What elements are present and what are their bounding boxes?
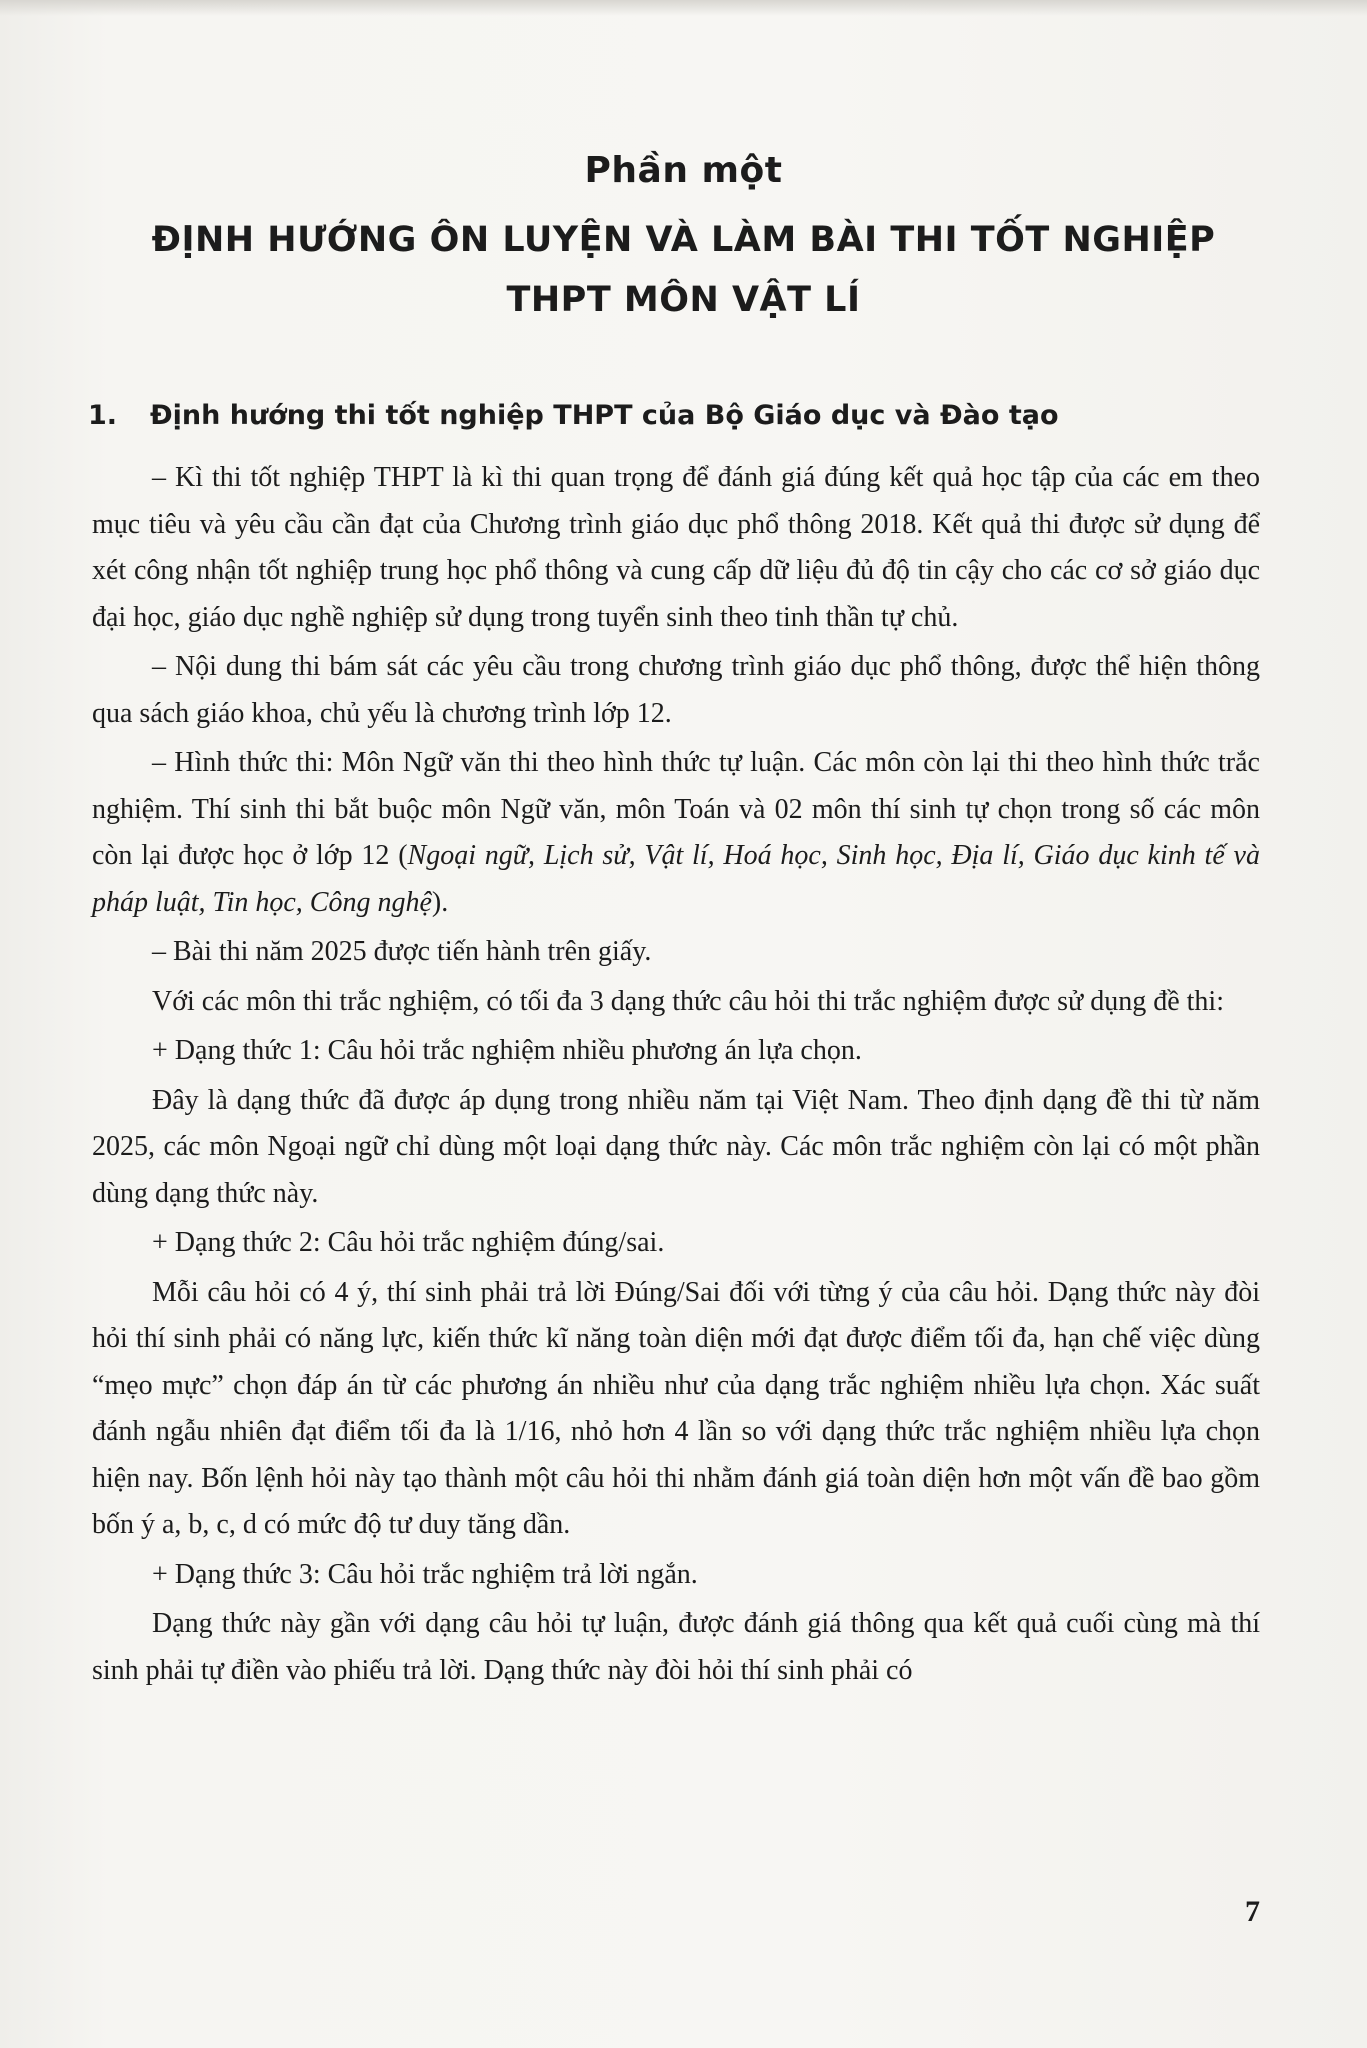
paragraph-format-subjects: Ngoại ngữ, Lịch sử, Vật lí, Hoá học, Sinh học, Địa lí, Giáo dục kinh tế và pháp luật, Tin học, Công nghệ	[92, 840, 1260, 918]
chapter-title-line-2: THPT MÔN VẬT LÍ	[506, 280, 861, 320]
paragraph-format-end: ).	[431, 886, 449, 918]
paragraph-type-1-body: Đây là dạng thức đã được áp dụng trong nhiều năm tại Việt Nam. Theo định dạng đề thi từ năm 2025, các môn Ngoại ngữ chỉ dùng một loại dạng thức này. Các môn trắc nghiệm còn lại có một phần dùng dạng thức này.	[92, 1084, 1260, 1209]
paragraph-format	[92, 740, 1260, 926]
page-top-edge	[0, 0, 1367, 16]
part-title: Phần một	[584, 150, 783, 191]
chapter-title-line-1: ĐỊNH HƯỚNG ÔN LUYỆN VÀ LÀM BÀI THI TỐT NGHIỆP	[151, 220, 1216, 260]
paragraph-type-1-heading: + Dạng thức 1: Câu hỏi trắc nghiệm nhiều phương án lựa chọn.	[152, 1035, 862, 1066]
chapter-title	[0, 210, 1367, 330]
paragraph-format-text: – Hình thức thi: Môn Ngữ văn thi theo hình thức tự luận. Các môn còn lại thi theo hình thức trắc nghiệm. Thí sinh thi bắt buộc môn Ngữ văn, môn Toán và 02 môn thí sinh tự chọn trong số các môn còn lại được học ở lớp 12 (	[92, 747, 1260, 871]
paragraph-type-3-body: Dạng thức này gần với dạng câu hỏi tự luận, được đánh giá thông qua kết quả cuối cùng mà thí sinh phải tự điền vào phiếu trả lời. Dạng thức này đòi hỏi thí sinh phải có	[92, 1608, 1260, 1686]
section-title: Định hướng thi tốt nghiệp THPT của Bộ Giáo dục và Đào tạo	[150, 400, 1059, 431]
paragraph-purpose: – Kì thi tốt nghiệp THPT là kì thi quan trọng để đánh giá đúng kết quả học tập của các em theo mục tiêu và yêu cầu cần đạt của Chương trình giáo dục phổ thông 2018. Kết quả thi được sử dụng để xét công nhận tốt nghiệp trung học phổ thông và cung cấp dữ liệu đủ độ tin cậy cho các cơ sở giáo dục đại học, giáo dục nghề nghiệp sử dụng trong tuyển sinh theo tinh thần tự chủ.	[92, 462, 1260, 633]
paragraph-content: – Nội dung thi bám sát các yêu cầu trong chương trình giáo dục phổ thông, được thể hiện thông qua sách giáo khoa, chủ yếu là chương trình lớp 12.	[92, 651, 1260, 729]
paragraph-type-3-heading: + Dạng thức 3: Câu hỏi trắc nghiệm trả lời ngắn.	[152, 1558, 698, 1590]
section-number: 1.	[88, 400, 118, 431]
page-number: 7	[1245, 1895, 1260, 1928]
paragraph-type-2-body: Mỗi câu hỏi có 4 ý, thí sinh phải trả lời Đúng/Sai đối với từng ý của câu hỏi. Dạng thức này đòi hỏi thí sinh phải có năng lực, kiến thức kĩ năng toàn diện mới đạt được điểm tối đa, hạn chế việc dùng “mẹo mực” chọn đáp án từ các phương án nhiều như của dạng trắc nghiệm nhiều lựa chọn. Xác suất đánh ngẫu nhiên đạt điểm tối đa là 1/16, nhỏ hơn 4 lần so với dạng thức trắc nghiệm nhiều lựa chọn hiện nay. Bốn lệnh hỏi này tạo thành một câu hỏi thi nhằm đánh giá toàn diện hơn một vấn đề bao gồm bốn ý a, b, c, d có mức độ tư duy tăng dần.	[92, 1276, 1260, 1540]
section-heading	[88, 400, 1059, 431]
body-text	[92, 455, 1260, 1694]
paragraph-paper-exam: – Bài thi năm 2025 được tiến hành trên giấy.	[152, 936, 652, 967]
paragraph-question-types: Với các môn thi trắc nghiệm, có tối đa 3 dạng thức câu hỏi thi trắc nghiệm được sử dụng đề thi:	[152, 985, 1224, 1017]
paragraph-type-2-heading: + Dạng thức 2: Câu hỏi trắc nghiệm đúng/sai.	[152, 1227, 665, 1258]
